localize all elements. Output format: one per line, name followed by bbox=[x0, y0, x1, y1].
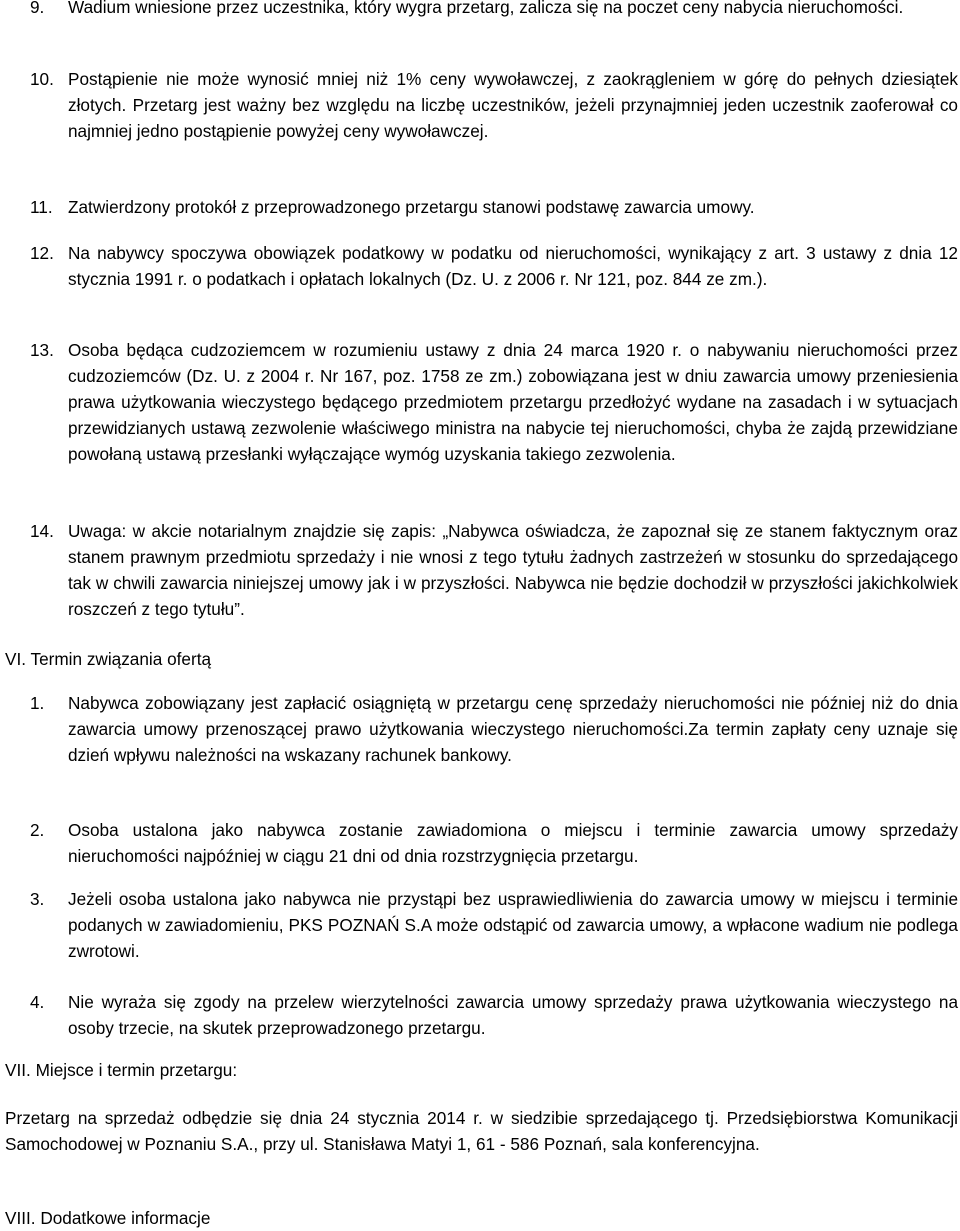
item-text: Wadium wniesione przez uczestnika, który wygra przetarg, zalicza się na poczet ceny nabycia nieruchomości. bbox=[68, 0, 904, 17]
list-item-10 bbox=[30, 66, 958, 144]
item-number: 13. bbox=[30, 340, 54, 360]
item-text: Nie wyraża się zgody na przelew wierzytelności zawarcia umowy sprzedaży prawa użytkowania wieczystego na osoby trzecie, na skutek przeprowadzonego przetargu. bbox=[68, 992, 958, 1038]
list-item-11 bbox=[30, 194, 958, 220]
list-item-13 bbox=[30, 337, 958, 467]
item-text: Osoba będąca cudzoziemcem w rozumieniu ustawy z dnia 24 marca 1920 r. o nabywaniu nieruchomości przez cudzoziemców (Dz. U. z 2004 r. Nr 167, poz. 1758 ze zm.) zobowiązana jest w dniu zawarcia umowy przeniesienia prawa użytkowania wieczystego będącego przedmiotem przetargu przedłożyć wydane na zasadach i w sytuacjach przewidzianych ustawą zezwolenie właściwego ministra na nabycie tej nieruchomości, chyba że zajdą przewidziane powołaną ustawą przesłanki wyłączające wymóg uzyskania takiego zezwolenia. bbox=[68, 340, 958, 464]
item-number: 9. bbox=[30, 0, 45, 17]
item-number: 14. bbox=[30, 521, 54, 541]
section-heading-vii: VII. Miejsce i termin przetargu: bbox=[5, 1060, 238, 1080]
item-text: Osoba ustalona jako nabywca zostanie zawiadomiona o miejscu i terminie zawarcia umowy sprzedaży nieruchomości najpóźniej w ciągu 21 dni od dnia rozstrzygnięcia przetargu. bbox=[68, 820, 958, 866]
list-item-vi-1 bbox=[30, 690, 958, 768]
list-item-9 bbox=[30, 0, 958, 20]
item-number: 2. bbox=[30, 820, 45, 840]
item-text: Uwaga: w akcie notarialnym znajdzie się zapis: „Nabywca oświadcza, że zapoznał się ze stanem faktycznym oraz stanem prawnym przedmiotu sprzedaży i nie wnosi z tego tytułu żadnych zastrzeżeń w stosunku do sprzedającego tak w chwili zawarcia niniejszej umowy jak i w przyszłości. Nabywca nie będzie dochodził w przyszłości jakichkolwiek roszczeń z tego tytułu”. bbox=[68, 521, 958, 619]
item-text: Postąpienie nie może wynosić mniej niż 1% ceny wywoławczej, z zaokrągleniem w górę do pełnych dziesiątek złotych. Przetarg jest ważny bez względu na liczbę uczestników, jeżeli przynajmniej jeden uczestnik zaoferował co najmniej jedno postąpienie powyżej ceny wywoławczej. bbox=[68, 69, 958, 141]
item-number: 3. bbox=[30, 889, 45, 909]
section-heading-vi: VI. Termin związania ofertą bbox=[5, 649, 212, 669]
item-text: Zatwierdzony protokół z przeprowadzonego przetargu stanowi podstawę zawarcia umowy. bbox=[68, 197, 755, 217]
item-number: 12. bbox=[30, 243, 54, 263]
list-item-14 bbox=[30, 518, 958, 622]
auction-location-paragraph: Przetarg na sprzedaż odbędzie się dnia 24 stycznia 2014 r. w siedzibie sprzedającego tj. Przedsiębiorstwa Komunikacji Samochodowej w Poznaniu S.A., przy ul. Stanisława Matyi 1, 61 - 586 Poznań, sala konferencyjna. bbox=[5, 1108, 958, 1154]
section-heading-viii: VIII. Dodatkowe informacje bbox=[5, 1208, 211, 1228]
item-text: Na nabywcy spoczywa obowiązek podatkowy w podatku od nieruchomości, wynikający z art. 3 ustawy z dnia 12 stycznia 1991 r. o podatkach i opłatach lokalnych (Dz. U. z 2006 r. Nr 121, poz. 844 ze zm.). bbox=[68, 243, 958, 289]
list-item-vi-2 bbox=[30, 817, 958, 869]
item-number: 1. bbox=[30, 693, 45, 713]
item-number: 10. bbox=[30, 69, 54, 89]
list-item-12 bbox=[30, 240, 958, 292]
item-number: 11. bbox=[30, 197, 53, 217]
item-number: 4. bbox=[30, 992, 45, 1012]
list-item-vi-3 bbox=[30, 886, 958, 964]
item-text: Jeżeli osoba ustalona jako nabywca nie przystąpi bez usprawiedliwienia do zawarcia umowy w miejscu i terminie podanych w zawiadomieniu, PKS POZNAŃ S.A może odstąpić od zawarcia umowy, a wpłacone wadium nie podlega zwrotowi. bbox=[68, 889, 958, 961]
item-text: Nabywca zobowiązany jest zapłacić osiągniętą w przetargu cenę sprzedaży nieruchomości nie później niż do dnia zawarcia umowy przenoszącej prawo użytkowania wieczystego nieruchomości.Za termin zapłaty ceny uznaje się dzień wpływu należności na wskazany rachunek bankowy. bbox=[68, 693, 958, 765]
list-item-vi-4 bbox=[30, 989, 958, 1041]
